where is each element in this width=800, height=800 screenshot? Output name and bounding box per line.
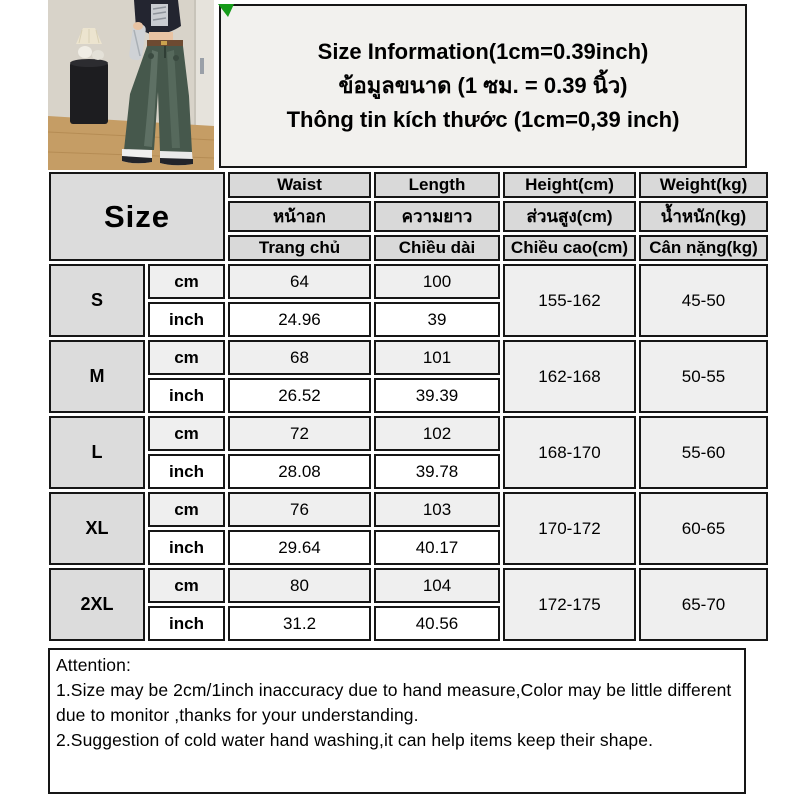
l-length-inch: 39.78 <box>374 454 500 489</box>
m-waist-cm: 68 <box>228 340 371 375</box>
unit-cm: cm <box>148 264 225 299</box>
attention-note-2: 2.Suggestion of cold water hand washing,it can help items keep their shape. <box>56 730 654 750</box>
title-english: Size Information(1cm=0.39inch) <box>317 39 649 64</box>
unit-cm: cm <box>148 492 225 527</box>
product-photo <box>48 0 214 170</box>
attention-note-1: 1.Size may be 2cm/1inch inaccuracy due to hand measure,Color may be little different due to monitor ,thanks for your understanding. <box>56 680 732 725</box>
s-length-cm: 100 <box>374 264 500 299</box>
col-header-waist-en: Waist <box>228 172 371 198</box>
l-length-cm: 102 <box>374 416 500 451</box>
m-length-cm: 101 <box>374 340 500 375</box>
s-height-range: 155-162 <box>503 264 636 337</box>
table-row-xl-cm <box>49 492 768 527</box>
xl-waist-inch: 29.64 <box>228 530 371 565</box>
l-waist-cm: 72 <box>228 416 371 451</box>
xl-length-cm: 103 <box>374 492 500 527</box>
table-row-2xl-cm <box>49 568 768 603</box>
unit-cm: cm <box>148 416 225 451</box>
xl-waist-cm: 76 <box>228 492 371 527</box>
unit-inch: inch <box>148 606 225 641</box>
s-waist-cm: 64 <box>228 264 371 299</box>
size-label-xl: XL <box>49 492 145 565</box>
col-header-height-en: Height(cm) <box>503 172 636 198</box>
2xl-weight-range: 65-70 <box>639 568 768 641</box>
col-header-weight-en: Weight(kg) <box>639 172 768 198</box>
title-thai: ข้อมูลขนาด (1 ซม. = 0.39 นิ้ว) <box>338 73 628 98</box>
2xl-length-inch: 40.56 <box>374 606 500 641</box>
unit-inch: inch <box>148 454 225 489</box>
col-header-weight-vi: Cân nặng(kg) <box>639 235 768 261</box>
col-header-height-th: ส่วนสูง(cm) <box>503 201 636 232</box>
attention-notes-box <box>48 648 746 794</box>
m-height-range: 162-168 <box>503 340 636 413</box>
col-header-length-th: ความยาว <box>374 201 500 232</box>
xl-length-inch: 40.17 <box>374 530 500 565</box>
header-row-en <box>49 172 768 198</box>
size-corner-label: Size <box>49 172 225 261</box>
jeans-model-illustration <box>48 0 214 170</box>
size-label-2xl: 2XL <box>49 568 145 641</box>
2xl-waist-cm: 80 <box>228 568 371 603</box>
s-length-inch: 39 <box>374 302 500 337</box>
col-header-waist-vi: Trang chủ <box>228 235 371 261</box>
unit-cm: cm <box>148 568 225 603</box>
m-weight-range: 50-55 <box>639 340 768 413</box>
2xl-length-cm: 104 <box>374 568 500 603</box>
size-label-s: S <box>49 264 145 337</box>
title-vietnamese: Thông tin kích thước (1cm=0,39 inch) <box>286 107 680 132</box>
attention-heading: Attention: <box>56 655 131 675</box>
table-row-l-cm <box>49 416 768 451</box>
green-corner-marker-icon <box>218 4 234 17</box>
s-waist-inch: 24.96 <box>228 302 371 337</box>
unit-inch: inch <box>148 378 225 413</box>
col-header-length-en: Length <box>374 172 500 198</box>
size-label-l: L <box>49 416 145 489</box>
table-row-m-cm <box>49 340 768 375</box>
table-row-s-cm <box>49 264 768 299</box>
xl-height-range: 170-172 <box>503 492 636 565</box>
xl-weight-range: 60-65 <box>639 492 768 565</box>
size-table-container <box>46 169 758 644</box>
2xl-height-range: 172-175 <box>503 568 636 641</box>
unit-inch: inch <box>148 302 225 337</box>
col-header-height-vi: Chiều cao(cm) <box>503 235 636 261</box>
col-header-waist-th: หน้าอก <box>228 201 371 232</box>
l-waist-inch: 28.08 <box>228 454 371 489</box>
l-weight-range: 55-60 <box>639 416 768 489</box>
m-length-inch: 39.39 <box>374 378 500 413</box>
unit-inch: inch <box>148 530 225 565</box>
l-height-range: 168-170 <box>503 416 636 489</box>
unit-cm: cm <box>148 340 225 375</box>
size-table <box>46 169 771 644</box>
col-header-weight-th: น้ำหนัก(kg) <box>639 201 768 232</box>
size-information-title-box <box>219 4 747 168</box>
s-weight-range: 45-50 <box>639 264 768 337</box>
2xl-waist-inch: 31.2 <box>228 606 371 641</box>
size-label-m: M <box>49 340 145 413</box>
m-waist-inch: 26.52 <box>228 378 371 413</box>
col-header-length-vi: Chiều dài <box>374 235 500 261</box>
